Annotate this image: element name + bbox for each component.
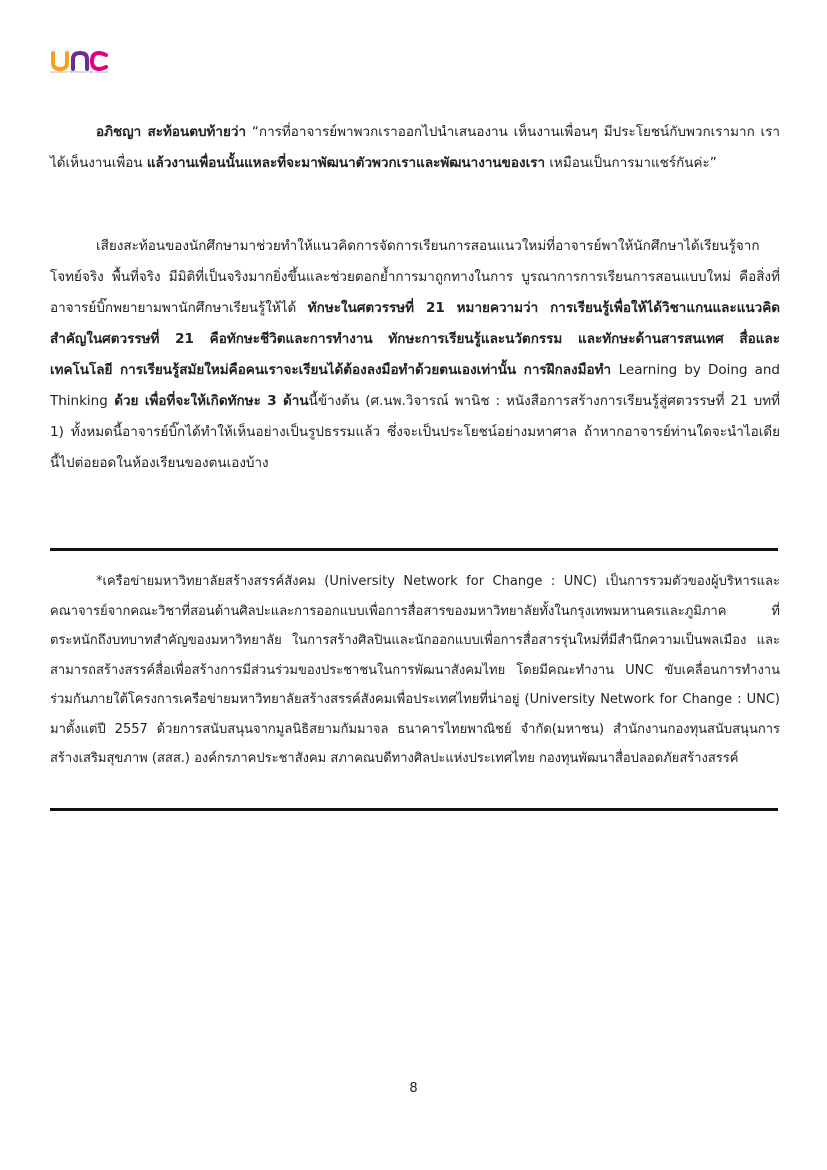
- footnote: *เครือข่ายมหาวิทยาลัยสร้างสรรค์สังคม (University Network for Change : UNC) เป็นการรวมตัวของผู้บริหารและคณาจารย์จากคณะวิชาที่สอนด้านศิลปะและการออกแบบเพื่อการสื่อสารของมหาวิทยาลัยทั้งในกรุงเทพมหานครและภูมิภาค ที่ตระหนักถึงบทบาทสำคัญของมหาวิทยาลัย ในการสร้างศิลปินและนักออกแบบเพื่อการสื่อสารรุ่นใหม่ที่มีสำนึกความเป็นพลเมือง และสามารถสร้างสรรค์สื่อเพื่อสร้างการมีส่วนร่วมของประชาชนในการพัฒนาสังคมไทย โดยมีคณะทำงาน UNC ขับเคลื่อนการทำงานร่วมกันภายใต้โครงการเครือข่ายมหาวิทยาลัยสร้างสรรค์สังคมเพื่อประเทศไทยที่น่าอยู่ (University Network for Change : UNC) มาตั้งแต่ปี 2557 ด้วยการสนับสนุนจากมูลนิธิสยามกัมมาจล ธนาคารไทยพาณิชย์ จำกัด(มหาชน) สำนักงานกองทุนสนับสนุนการสร้างเสริมสุขภาพ (สสส.) องค์กรภาคประชาสังคม สภาคณบดีทางศิลปะแห่งประเทศไทย กองทุนพัฒนาสื่อปลอดภัยสร้างสรรค์: [50, 574, 780, 766]
- body-english: Learning by Doing and Thinking: [50, 362, 780, 409]
- unc-logo-mark: [50, 50, 110, 72]
- body-bold-2: ด้วย เพื่อที่จะให้เกิดทักษะ 3 ด้าน: [107, 393, 309, 409]
- speaker-name: อภิชญา สะท้อนตบท้ายว่า: [96, 124, 247, 140]
- quote-text: “การที่อาจารย์พาพวกเราออกไปนำเสนองาน เห็นงานเพื่อนๆ มีประโยชน์กับพวกเรามาก เราได้เห็นงานเพื่อน: [50, 124, 780, 171]
- paragraph-body: [50, 231, 780, 479]
- body-bold: ทักษะในศตวรรษที่ 21 หมายความว่า การเรียนรู้เพื่อให้ได้วิชาแกนและแนวคิดสำคัญในศตวรรษที่ 21 คือทักษะชีวิตและการทำงาน ทักษะการเรียนรู้และนวัตกรรม และทักษะด้านสารสนเทศ สื่อและเทคโนโลยี การเรียนรู้สมัยใหม่คือคนเราจะเรียนได้ต้องลงมือทำด้วยตนเองเท่านั้น การฝึกลงมือทำ: [50, 300, 781, 378]
- footnote-top-rule: [50, 548, 778, 551]
- footnote-bottom-rule: [50, 808, 778, 811]
- quote-bold: แล้วงานเพื่อนนั้นแหละที่จะมาพัฒนาตัวพวกเราและพัฒนางานของเรา: [146, 155, 546, 171]
- page-number: 8: [409, 1081, 418, 1096]
- paragraph-quote: [50, 117, 780, 179]
- quote-text-end: เหมือนเป็นการมาแชร์กันค่ะ”: [545, 155, 717, 171]
- body-text-end: นี้ข้างต้น (ศ.นพ.วิจารณ์ พานิช : หนังสือการสร้างการเรียนรู้สู่ศตวรรษที่ 21 บทที่ 1) ทั้งหมดนี้อาจารย์บิ๊กได้ทำให้เห็นอย่างเป็นรูปธรรมแล้ว ซึ่งจะเป็นประโยชน์อย่างมหาศาล ถ้าหากอาจารย์ท่านใดจะนำไอเดียนี้ไปต่อยอดในห้องเรียนของตนเองบ้าง: [50, 393, 781, 471]
- body-text: เสียงสะท้อนของนักศึกษามาช่วยทำให้แนวคิดการจัดการเรียนการสอนแนวใหม่ที่อาจารย์พาให้นักศึกษาได้เรียนรู้จากโจทย์จริง พื้นที่จริง มีมิติที่เป็นจริงมากยิ่งขึ้นและช่วยตอกย้ำการมาถูกทางในการ บูรณาการการเรียนการสอนแบบใหม่ คือสิ่งที่อาจารย์บิ๊กพยายามพานักศึกษาเรียนรู้ให้ได้: [50, 238, 780, 316]
- logo-tagline: UNIVERSITY NETWORK FOR CHANGE: [50, 70, 108, 74]
